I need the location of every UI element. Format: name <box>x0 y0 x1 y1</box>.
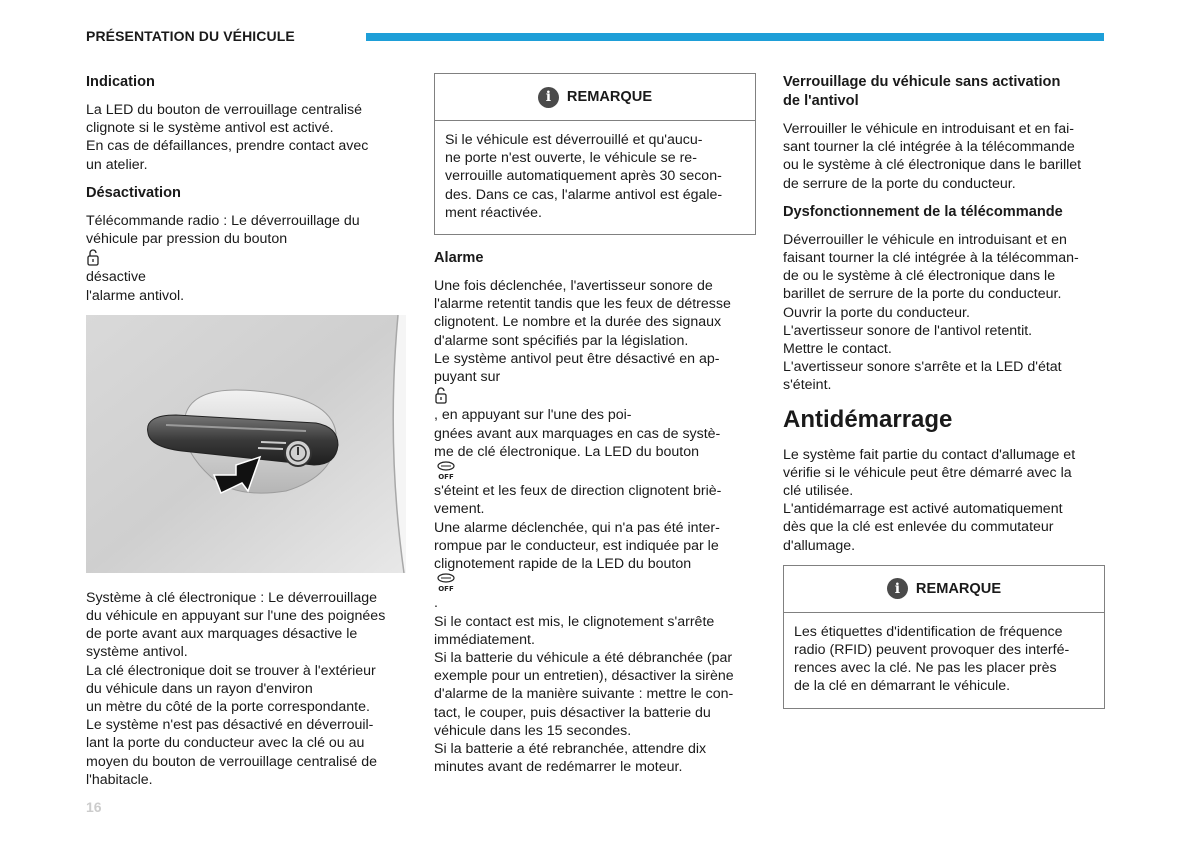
svg-text:OFF: OFF <box>438 585 454 594</box>
page-number: 16 <box>86 799 102 815</box>
svg-text:OFF: OFF <box>438 473 454 482</box>
remark-title: REMARQUE <box>566 88 653 105</box>
remark-body: Si le véhicule est déverrouillé et qu'aucu- ne porte n'est ouverte, le véhicule se re- verrouille automatiquement après 30 secon- des. Dans ce cas, l'alarme antivol est égale- ment réactivée. <box>445 132 723 221</box>
indication-text: La LED du bouton de verrouillage centralisé clignote si le système antivol est activé. En cas de défaillances, prendre contact avec un atelier. <box>86 102 369 173</box>
column-left <box>86 73 406 799</box>
remark-body: Les étiquettes d'identification de fréquence radio (RFID) peuvent provoquer des interfé- rences avec la clé. Ne pas les placer près de la clé en démarrant le véhicule. <box>794 623 1070 695</box>
alarme-text: Une fois déclenchée, l'avertisseur sonore de l'alarme retentit tandis que les feux de détresse clignotent. Le nombre et la durée des signaux d'alarme sont spécifiés par la législation. Le système antivol peut être désactivé en ap- puyant sur , en appuyant sur l'une des poi- gnées avant aux marquages en cas de systè- me de clé électronique. La LED du bouton OFF s'éteint et les feux de direction clignotent briè- vement. Une alarme déclenchée, qui n'a pas été inter- rompue par le conducteur, est indiquée par le clignotement rapide de la LED du bouton OFF . Si le contact est mis, le clignotement s'arrête immédiatement. Si la batterie du véhicule a été débranchée (par exemple pour un entretien), désactiver la sirène d'alarme de la manière suivante : mettre le con- tact, le couper, puis désactiver la batterie du véhicule dans les 15 secondes. Si la batterie a été rebranchée, attendre dix minutes avant de redémarrer le moteur. <box>434 278 734 776</box>
dysfonctionnement-heading: Dysfonctionnement de la télécommande <box>783 203 1063 220</box>
antidemarrage-text: Le système fait partie du contact d'allumage et vérifie si le véhicule peut être démarré avec la clé utilisée. L'antidémarrage est activé automatiquement dès que la clé est enlevée du commutateur d'allumage. <box>783 446 1076 554</box>
dysfonctionnement-text: Déverrouiller le véhicule en introduisant et en faisant tourner la clé intégrée à la télécomman- de ou le système à clé électronique dans le barillet de serrure de la porte du conducteur. Ouvrir la porte du conducteur. L'avertisseur sonore de l'antivol retentit. Mettre le contact. L'avertisseur sonore s'arrête et la LED d'état s'éteint. <box>783 231 1079 394</box>
alarm-off-button-icon <box>434 461 458 481</box>
info-icon: i <box>887 578 908 599</box>
column-middle <box>434 73 756 787</box>
verrouillage-heading: Verrouillage du véhicule sans activation de l'antivol <box>783 74 1061 109</box>
unlock-icon <box>86 248 100 267</box>
alarm-off-button-icon <box>434 573 458 593</box>
antidemarrage-title: Antidémarrage <box>783 405 953 433</box>
remark-header <box>784 566 1104 613</box>
unlock-icon <box>434 386 448 405</box>
desactivation-heading: Désactivation <box>86 184 181 201</box>
column-right <box>783 73 1105 723</box>
electronic-key-text: Système à clé électronique : Le déverrouillage du véhicule en appuyant sur l'une des poignées de porte avant aux marquages désactive le système antivol. La clé électronique doit se trouver à l'extérieur du véhicule dans un rayon d'environ un mètre du côté de la porte correspondante. Le système n'est pas désactivé en déverrouil- lant la porte du conducteur avec la clé ou au moyen du bouton de verrouillage centralisé de l'habitacle. <box>86 589 386 788</box>
door-handle-illustration <box>86 315 406 573</box>
remark-header <box>435 74 755 121</box>
alarme-heading: Alarme <box>434 250 484 267</box>
remark-box-rfid <box>783 565 1105 709</box>
remark-title: REMARQUE <box>915 580 1002 597</box>
remark-box-relock <box>434 73 756 235</box>
page-header-title: PRÉSENTATION DU VÉHICULE <box>86 28 295 44</box>
verrouillage-text: Verrouiller le véhicule en introduisant et en fai- sant tourner la clé intégrée à la télécommande ou le système à clé électronique dans le barillet de serrure de la porte du conducteur. <box>783 121 1082 192</box>
header-accent-bar <box>366 33 1104 41</box>
desactivation-text: Télécommande radio : Le déverrouillage du véhicule par pression du bouton désactive l'alarme antivol. <box>86 212 360 304</box>
info-icon: i <box>538 87 559 108</box>
indication-heading: Indication <box>86 74 155 90</box>
